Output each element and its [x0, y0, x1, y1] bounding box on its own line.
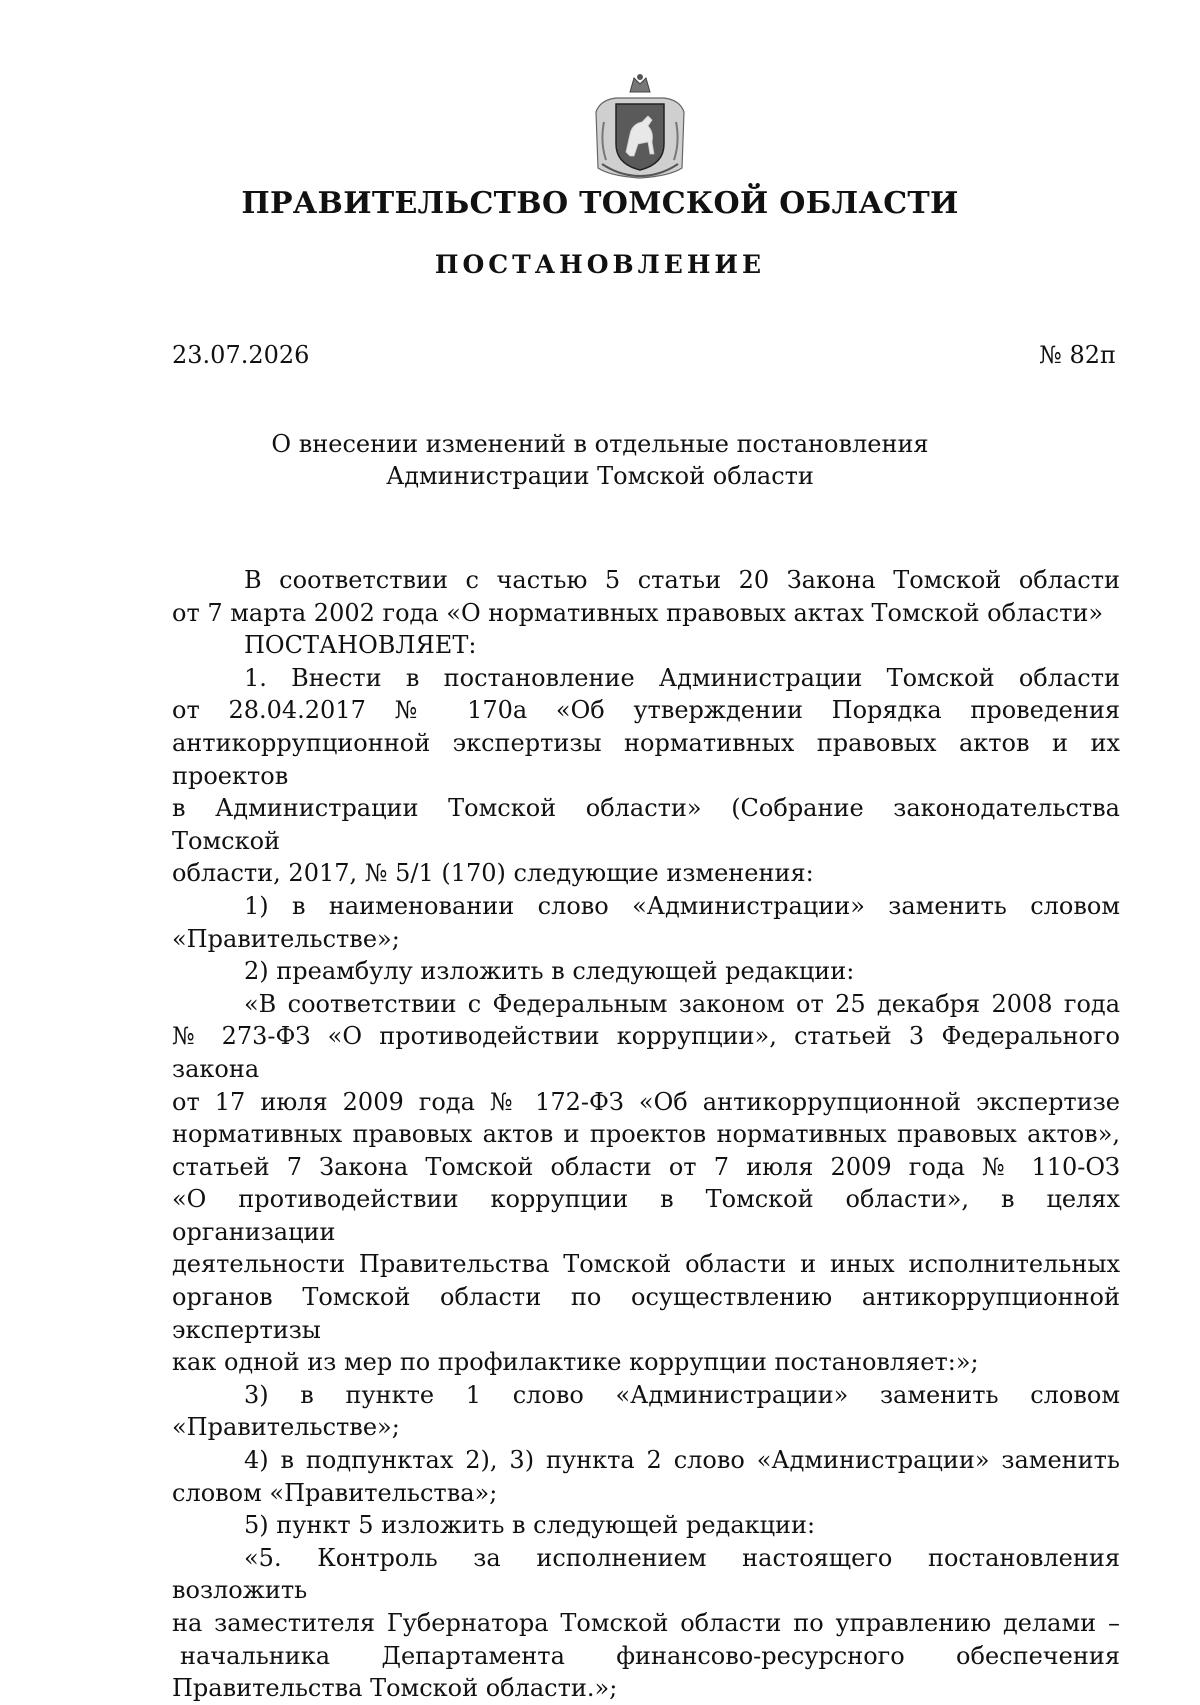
quote1-line: «В соответствии с Федеральным законом от 25 декабря 2008 года	[244, 989, 1120, 1018]
decree-word: ПОСТАНОВЛЯЕТ:	[244, 631, 477, 660]
document-type-heading: ПОСТАНОВЛЕНИЕ	[434, 250, 766, 279]
quote1-line: статьей 7 Закона Томской области от 7 июля 2009 года № 110-ОЗ	[172, 1152, 1120, 1181]
subitem1-line: 1) в наименовании слово «Администрации» заменить словом	[244, 891, 1120, 920]
document-date: 23.07.2026	[172, 341, 310, 369]
item1-line: 1. Внести в постановление Администрации Томской области	[244, 663, 1120, 692]
document-title	[0, 428, 1200, 492]
subitem2-line: 2) преамбулу изложить в следующей редакции:	[244, 957, 855, 986]
preamble-line: от 7 марта 2002 года «О нормативных правовых актах Томской области»	[172, 598, 1104, 627]
quote1-line: деятельности Правительства Томской области и иных исполнительных	[172, 1250, 1120, 1279]
subitem3-line: 3) в пункте 1 слово «Администрации» заменить словом	[244, 1380, 1120, 1409]
quote2-line: Правительства Томской области.»;	[172, 1674, 618, 1703]
quote2-line: начальника Департамента финансово-ресурсного обеспечения	[180, 1641, 1120, 1670]
item1-line: антикоррупционной экспертизы нормативных правовых актов и их проектов	[172, 728, 1120, 790]
document-body	[172, 564, 1120, 1705]
subitem1-line: «Правительстве»;	[172, 924, 400, 953]
item1-line: в Администрации Томской области» (Собрание законодательства Томской	[172, 794, 1120, 855]
subitem4-line: словом «Правительства»;	[172, 1478, 498, 1507]
quote1-line: «О противодействии коррупции в Томской области», в целях организации	[172, 1185, 1120, 1246]
quote1-line: № 273-ФЗ «О противодействии коррупции», статьей 3 Федерального закона	[172, 1022, 1120, 1083]
quote1-line: от 17 июля 2009 года № 172-ФЗ «Об антикоррупционной экспертизе	[172, 1087, 1120, 1116]
item1-line: области, 2017, № 5/1 (170) следующие изменения:	[172, 859, 814, 888]
quote2-line: на заместителя Губернатора Томской области по управлению делами –	[172, 1609, 1120, 1637]
item1-line: от 28.04.2017 № 170а «Об утверждении Порядка проведения	[172, 696, 1120, 725]
organization-heading: ПРАВИТЕЛЬСТВО ТОМСКОЙ ОБЛАСТИ	[241, 186, 959, 221]
subitem4-line: 4) в подпунктах 2), 3) пункта 2 слово «Администрации» заменить	[244, 1446, 1120, 1475]
quote1-line: органов Томской области по осуществлению антикоррупционной экспертизы	[172, 1283, 1120, 1344]
subitem5-line: 5) пункт 5 изложить в следующей редакции:	[244, 1511, 816, 1540]
quote1-line: как одной из мер по профилактике коррупции постановляет:»;	[172, 1348, 979, 1377]
preamble-line: В соответствии с частью 5 статьи 20 Закона Томской области	[244, 566, 1120, 594]
document-number: № 82п	[1039, 341, 1116, 369]
subitem3-line: «Правительстве»;	[172, 1413, 400, 1442]
tomsk-oblast-coat-of-arms-icon	[586, 72, 694, 182]
title-line: Администрации Томской области	[386, 462, 814, 490]
quote2-line: «5. Контроль за исполнением настоящего постановления возложить	[172, 1543, 1120, 1605]
quote1-line: нормативных правовых актов и проектов нормативных правовых актов»,	[172, 1120, 1120, 1149]
title-line: О внесении изменений в отдельные постановления	[271, 430, 929, 458]
